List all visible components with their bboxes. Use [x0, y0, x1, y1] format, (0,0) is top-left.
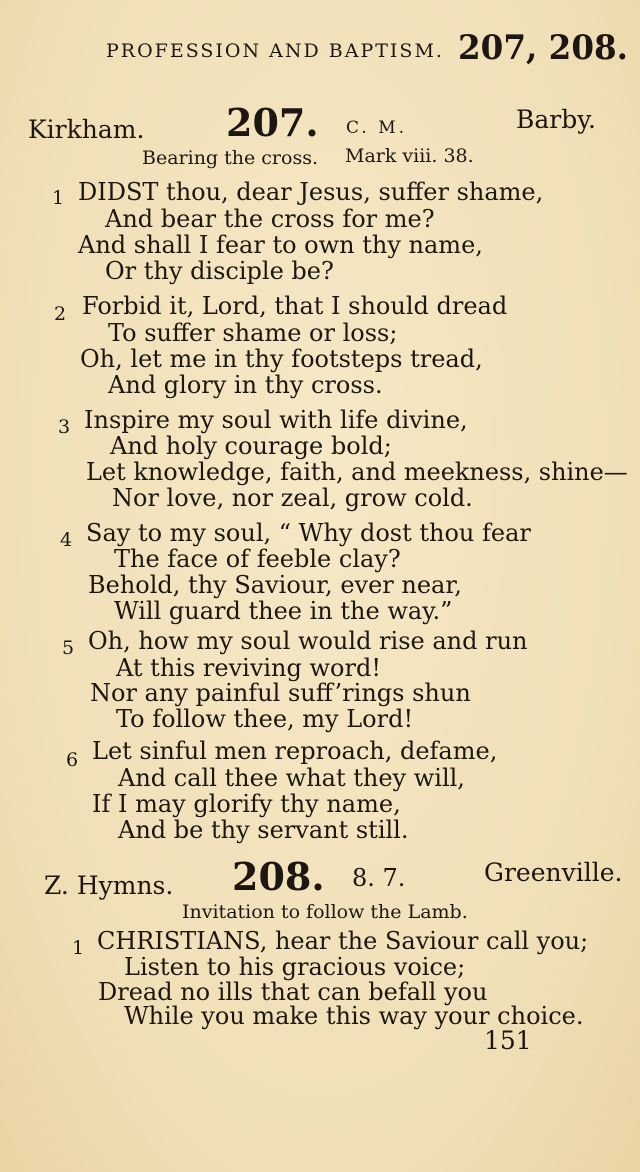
verse-line: Let sinful men reproach, defame,: [92, 737, 498, 765]
hymn-208-meter: 8. 7.: [352, 864, 406, 892]
verse-line: Oh, how my soul would rise and run: [88, 627, 528, 655]
hymn-207-subject: Bearing the cross.: [142, 147, 318, 169]
verse-line: And shall I fear to own thy name,: [78, 231, 483, 259]
verse-line: The face of feeble clay?: [114, 545, 401, 573]
verse-number: 6: [66, 749, 79, 771]
verse-line: Nor love, nor zeal, grow cold.: [112, 484, 473, 512]
verse-line: CHRISTIANS, hear the Saviour call you;: [97, 927, 589, 955]
verse-line: Will guard thee in the way.”: [114, 597, 453, 625]
verse-line: Behold, thy Saviour, ever near,: [88, 571, 462, 599]
verse-line: And holy courage bold;: [110, 432, 392, 460]
verse-line: And be thy servant still.: [118, 816, 409, 844]
verse-number: 4: [60, 529, 73, 551]
verse-line: At this reviving word!: [116, 654, 381, 682]
verse-number: 1: [72, 937, 85, 959]
running-title: PROFESSION AND BAPTISM.: [106, 40, 444, 62]
verse-line: Forbid it, Lord, that I should dread: [82, 292, 508, 320]
verse-line: And call thee what they will,: [118, 764, 465, 792]
running-hymn-numbers: 207, 208.: [458, 28, 629, 68]
verse-line: If I may glorify thy name,: [92, 790, 401, 818]
hymn-207-reference: Mark viii. 38.: [345, 145, 474, 167]
hymn-208-subject: Invitation to follow the Lamb.: [182, 901, 468, 923]
verse-line: Or thy disciple be?: [105, 257, 334, 285]
verse-line: While you make this way your choice.: [124, 1002, 584, 1030]
hymn-208-source: Z. Hymns.: [44, 871, 174, 900]
hymn-207-number: 207.: [226, 100, 319, 145]
hymn-207-meter: C. M.: [346, 118, 408, 138]
verse-line: And bear the cross for me?: [105, 205, 435, 233]
page-number: 151: [484, 1026, 532, 1055]
verse-line: To suffer shame or loss;: [108, 319, 398, 347]
verse-line: Nor any painful suff’rings shun: [90, 679, 471, 707]
verse-number: 3: [58, 416, 71, 438]
verse-line: And glory in thy cross.: [108, 371, 383, 399]
verse-line: Dread no ills that can befall you: [98, 978, 488, 1006]
hymn-207-source: Kirkham.: [28, 115, 145, 144]
hymn-208-tune: Greenville.: [484, 858, 623, 887]
verse-number: 1: [52, 187, 65, 209]
verse-line: Inspire my soul with life divine,: [84, 406, 468, 434]
verse-line: Let knowledge, faith, and meekness, shine—: [86, 458, 628, 486]
verse-line: Say to my soul, “ Why dost thou fear: [86, 519, 531, 547]
verse-number: 5: [62, 637, 75, 659]
verse-line: Listen to his gracious voice;: [124, 953, 466, 981]
verse-number: 2: [54, 303, 67, 325]
hymn-208-number: 208.: [232, 854, 325, 899]
hymn-207-tune: Barby.: [516, 105, 596, 134]
verse-line: To follow thee, my Lord!: [116, 705, 414, 733]
verse-line: Oh, let me in thy footsteps tread,: [80, 345, 483, 373]
verse-line: DIDST thou, dear Jesus, suffer shame,: [78, 178, 544, 206]
